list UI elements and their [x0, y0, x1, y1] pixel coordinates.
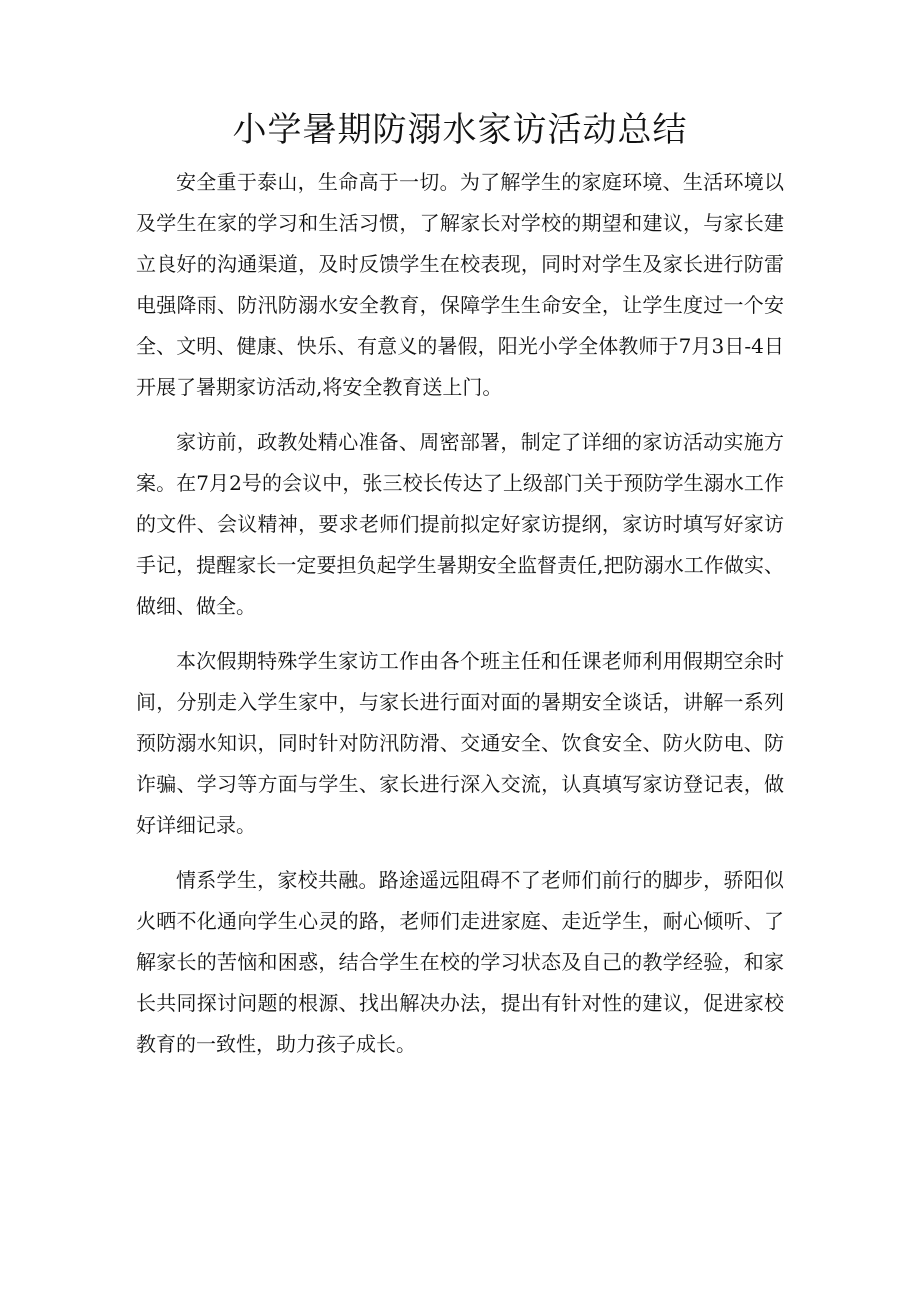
paragraph-1: 安全重于泰山，生命高于一切。为了解学生的家庭环境、生活环境以及学生在家的学习和生活习惯，了解家长对学校的期望和建议，与家长建立良好的沟通渠道，及时反馈学生在校表现，同时对学生及家长进行防雷电强降雨、防汛防溺水安全教育，保障学生生命安全，让学生度过一个安全、文明、健康、快乐、有意义的暑假，阳光小学全体教师于7月3日-4日开展了暑期家访活动,将安全教育送上门。: [136, 170, 784, 399]
document-body: [136, 162, 784, 1079]
document-title: 小学暑期防溺水家访活动总结: [232, 110, 688, 150]
paragraph-3: 本次假期特殊学生家访工作由各个班主任和任课老师利用假期空余时间，分别走入学生家中，与家长进行面对面的暑期安全谈话，讲解一系列预防溺水知识，同时针对防汛防滑、交通安全、饮食安全、防火防电、防诈骗、学习等方面与学生、家长进行深入交流，认真填写家访登记表，做好详细记录。: [136, 649, 784, 837]
paragraph-4: 情系学生，家校共融。路途遥远阻碍不了老师们前行的脚步，骄阳似火晒不化通向学生心灵的路，老师们走进家庭、走近学生，耐心倾听、了解家长的苦恼和困惑，结合学生在校的学习状态及自己的教学经验，和家长共同探讨问题的根源、找出解决办法，提出有针对性的建议，促进家校教育的一致性，助力孩子成长。: [136, 868, 784, 1056]
paragraph-2: 家访前，政教处精心准备、周密部署，制定了详细的家访活动实施方案。在7月2号的会议中，张三校长传达了上级部门关于预防学生溺水工作的文件、会议精神，要求老师们提前拟定好家访提纲，家访时填写好家访手记，提醒家长一定要担负起学生暑期安全监督责任,把防溺水工作做实、做细、做全。: [136, 430, 784, 618]
